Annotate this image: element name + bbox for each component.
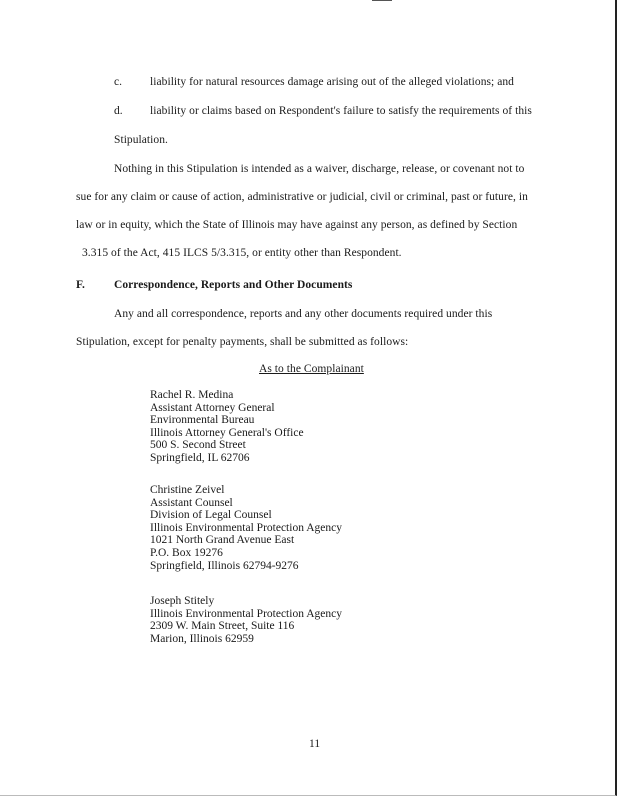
list-item-d: liability or claims based on Respondent's failure to satisfy the requirements of this [150,105,532,117]
address-line: Illinois Environmental Protection Agency [150,607,342,620]
section-letter: F. [76,279,85,291]
address-line: Assistant Attorney General [150,401,275,414]
address-line: P.O. Box 19276 [150,546,223,559]
address-line: Springfield, IL 62706 [150,451,250,464]
section-title: Correspondence, Reports and Other Documents [114,279,353,291]
page-number: 11 [309,738,321,750]
list-item-d-continuation: Stipulation. [114,134,168,146]
address-block-medina [150,389,304,465]
address-line: Christine Zeivel [150,484,225,496]
address-line: Environmental Bureau [150,414,255,427]
list-item-c: liability for natural resources damage arising out of the alleged violations; and [150,76,514,88]
list-letter-d: d. [114,105,123,117]
address-block-stitely [150,595,342,645]
section-line: Stipulation, except for penalty payments, shall be submitted as follows: [76,336,409,348]
address-line: Assistant Counsel [150,496,233,509]
address-line: Illinois Environmental Protection Agency [150,521,342,534]
list-letter-c: c. [114,76,123,88]
address-line: Rachel R. Medina [150,389,234,401]
recipients-heading: As to the Complainant [259,363,364,375]
address-line: Marion, Illinois 62959 [150,632,254,645]
paragraph-line: Nothing in this Stipulation is intended as a waiver, discharge, release, or covenant not to [114,163,525,175]
address-block-zeivel [150,484,342,572]
address-line: 500 S. Second Street [150,439,246,452]
address-line: 2309 W. Main Street, Suite 116 [150,620,295,633]
address-line: Joseph Stitely [150,595,215,607]
paragraph-line: sue for any claim or cause of action, administrative or judicial, civil or criminal, past or future, in [76,191,528,203]
scan-mark [372,0,392,1]
address-line: 1021 North Grand Avenue East [150,534,295,547]
paragraph-line: 3.315 of the Act, 415 ILCS 5/3.315, or entity other than Respondent. [82,247,402,259]
address-line: Division of Legal Counsel [150,509,272,522]
section-line: Any and all correspondence, reports and any other documents required under this [114,308,493,320]
address-line: Illinois Attorney General's Office [150,426,304,439]
address-line: Springfield, Illinois 62794-9276 [150,559,299,572]
paragraph-line: law or in equity, which the State of Illinois may have against any person, as defined by Section [76,219,518,231]
